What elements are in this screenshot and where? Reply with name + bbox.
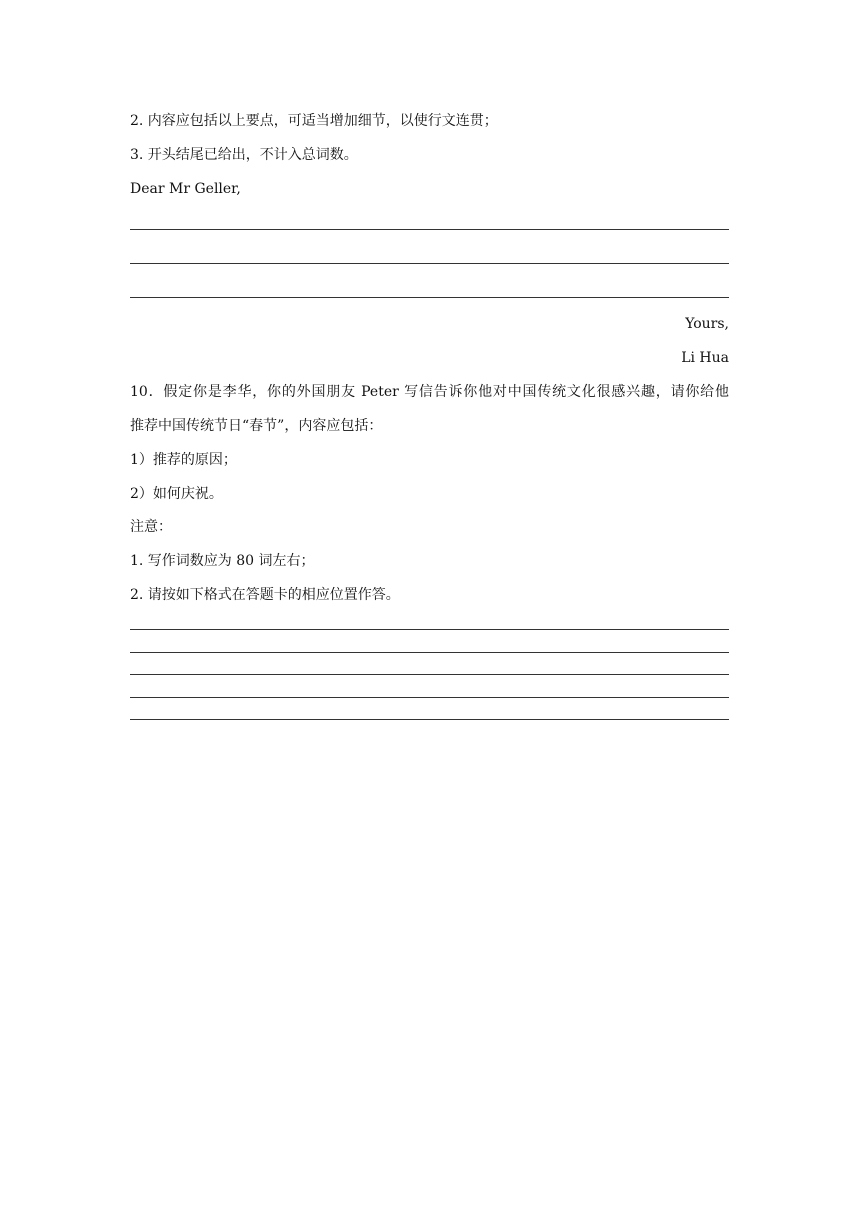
letter-salutation: Dear Mr Geller, (130, 181, 241, 197)
question-10-prompt-line-1: 10．假定你是李华，你的外国朋友 Peter 写信告诉你他对中国传统文化很感兴趣，请你给他 (130, 384, 729, 400)
answer-line (130, 674, 729, 675)
letter-closing: Yours, (685, 316, 729, 332)
answer-line (130, 229, 729, 230)
question-10-prompt-line-2: 推荐中国传统节日“春节”，内容应包括： (130, 418, 383, 434)
instruction-note-2: 2. 内容应包括以上要点，可适当增加细节，以使行文连贯； (130, 113, 498, 129)
letter-signature: Li Hua (681, 350, 729, 366)
answer-line (130, 697, 729, 698)
question-10-point-2: 2）如何庆祝。 (130, 486, 223, 502)
notice-2: 2. 请按如下格式在答题卡的相应位置作答。 (130, 587, 400, 603)
instruction-note-3: 3. 开头结尾已给出，不计入总词数。 (130, 147, 358, 163)
answer-line (130, 719, 729, 720)
answer-line (130, 629, 729, 630)
answer-line (130, 297, 729, 298)
notice-label: 注意： (130, 519, 172, 535)
answer-line (130, 652, 729, 653)
answer-line (130, 263, 729, 264)
notice-1: 1. 写作词数应为 80 词左右； (130, 553, 315, 569)
question-10-point-1: 1）推荐的原因； (130, 452, 237, 468)
